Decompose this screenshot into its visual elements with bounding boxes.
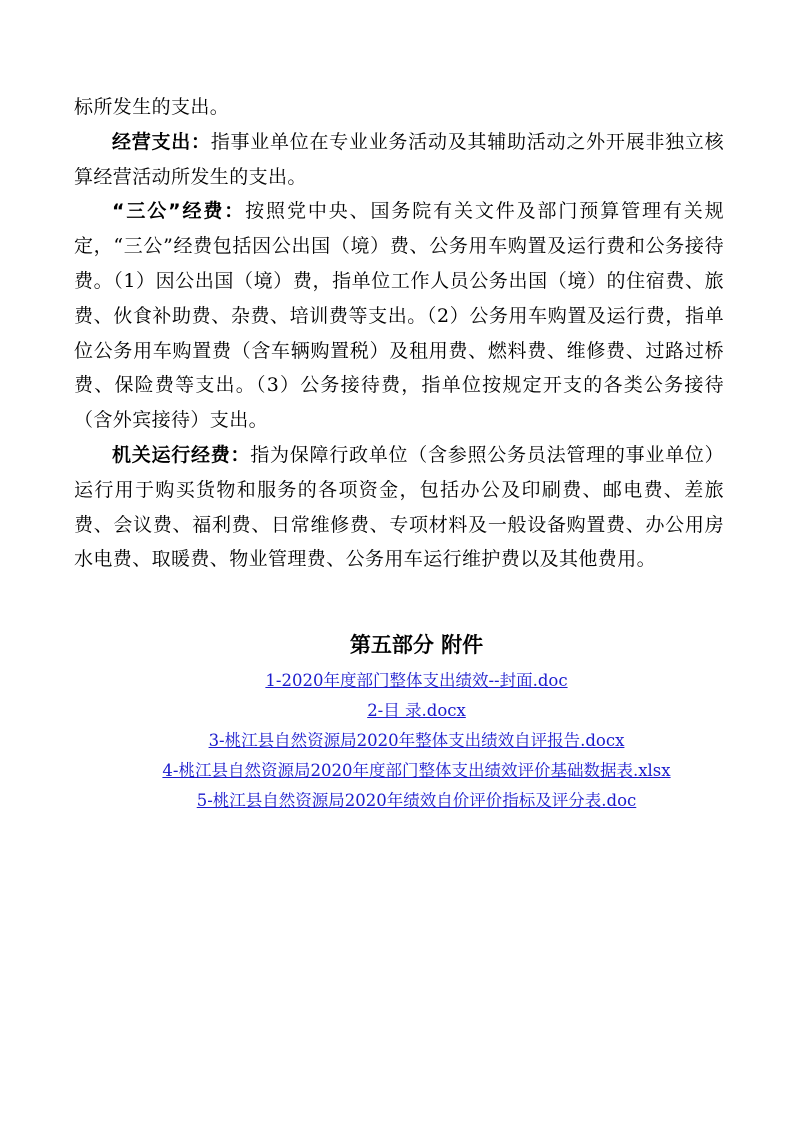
attachment-item (0, 696, 793, 726)
paragraph-text: 按照党中央、国务院有关文件及部门预算管理有关规定，“三公”经费包括因公出国（境）费、公务用车购置及运行费和公务接待费。（1）因公出国（境）费，指单位工作人员公务出国（境）的住宿费、旅费、伙食补助费、杂费、培训费等支出。（2）公务用车购置及运行费，指单位公务用车购置费（含车辆购置税）及租用费、燃料费、维修费、过路过桥费、保险费等支出。（3）公务接待费，指单位按规定开支的各类公务接待（含外宾接待）支出。 (74, 200, 725, 432)
term-operating-expenditure: 经营支出： (112, 130, 211, 153)
attachment-link-self-evaluation-report[interactable]: 3-桃江县自然资源局2020年整体支出绩效自评报告.docx (208, 731, 625, 750)
term-three-public-expenses: “三公”经费： (112, 200, 246, 223)
attachment-list (0, 666, 793, 816)
attachment-link-cover[interactable]: 1-2020年度部门整体支出绩效--封面.doc (265, 671, 568, 690)
term-agency-operating-funds: 机关运行经费： (112, 443, 251, 466)
paragraph-text: 指事业单位在专业业务活动及其辅助活动之外开展非独立核算经营活动所发生的支出。 (74, 130, 724, 188)
glossary-body (74, 90, 724, 577)
attachment-item (0, 726, 793, 756)
attachment-item (0, 756, 793, 786)
attachment-link-scoring-table[interactable]: 5-桃江县自然资源局2020年绩效自价评价指标及评分表.doc (196, 791, 637, 810)
paragraph-text: 标所发生的支出。 (74, 96, 230, 118)
section-heading: 第五部分 附件 (349, 633, 484, 657)
attachment-link-basic-data-table[interactable]: 4-桃江县自然资源局2020年度部门整体支出绩效评价基础数据表.xlsx (162, 761, 671, 780)
paragraph-continuation (74, 90, 724, 125)
attachment-item (0, 786, 793, 816)
paragraph-agency-operating-funds (74, 438, 724, 577)
attachment-link-contents[interactable]: 2-目 录.docx (367, 701, 466, 720)
attachment-item (0, 666, 793, 696)
paragraph-text: 指为保障行政单位（含参照公务员法管理的事业单位）运行用于购买货物和服务的各项资金，包括办公及印刷费、邮电费、差旅费、会议费、福利费、日常维修费、专项材料及一般设备购置费、办公用房水电费、取暖费、物业管理费、公务用车运行维护费以及其他费用。 (74, 443, 724, 571)
paragraph-three-public-expenses (74, 194, 724, 438)
paragraph-operating-expenditure (74, 125, 724, 195)
